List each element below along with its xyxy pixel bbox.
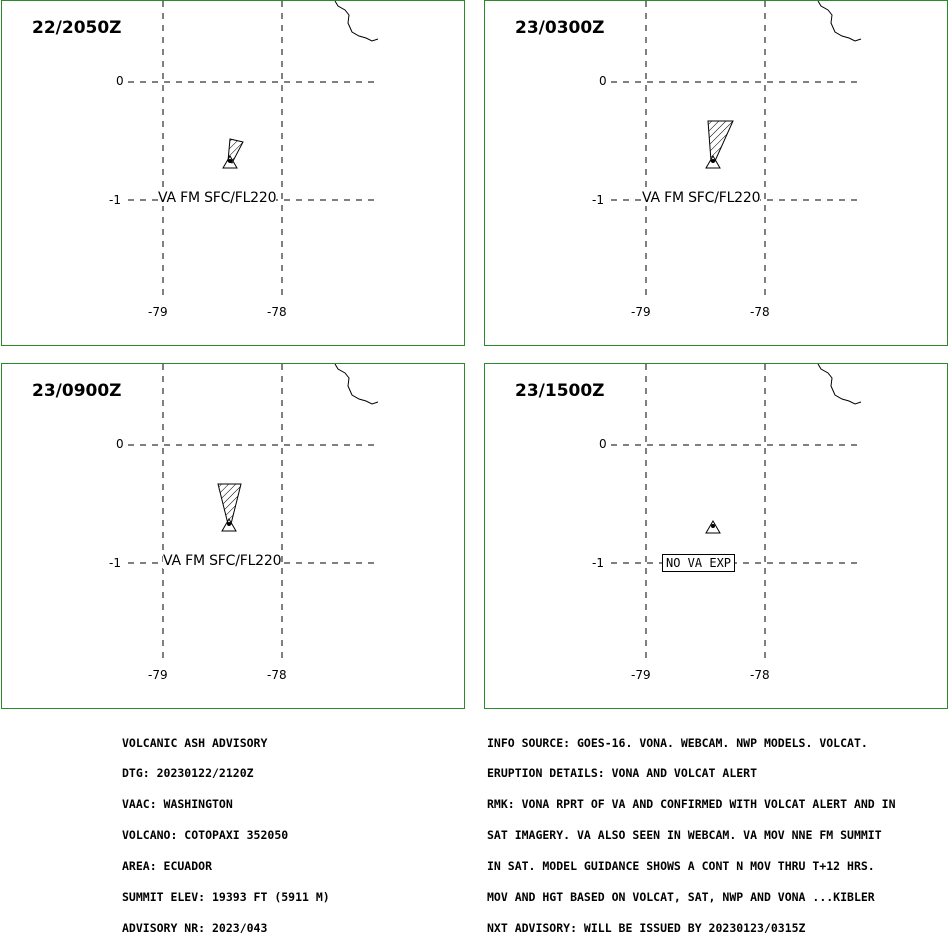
lon-label-79: -79 (148, 668, 168, 682)
advisory-line: VAAC: WASHINGTON (122, 797, 233, 812)
lat-label-1: -1 (109, 556, 121, 570)
remarks-line: ERUPTION DETAILS: VONA AND VOLCAT ALERT (487, 766, 758, 781)
map-graphics (2, 364, 465, 709)
remarks-line: RMK: VONA RPRT OF VA AND CONFIRMED WITH VOLCAT ALERT AND IN (487, 797, 896, 812)
advisory-line: SUMMIT ELEV: 19393 FT (5911 M) (122, 890, 330, 905)
lat-label-0: 0 (116, 74, 124, 88)
lat-label-0: 0 (116, 437, 124, 451)
forecast-panel-1 (1, 0, 465, 346)
remarks-line: INFO SOURCE: GOES-16. VONA. WEBCAM. NWP MODELS. VOLCAT. (487, 735, 868, 750)
remarks-line: IN SAT. MODEL GUIDANCE SHOWS A CONT N MOV THRU T+12 HRS. (487, 859, 875, 874)
map-graphics (485, 1, 948, 346)
lon-label-79: -79 (631, 305, 651, 319)
ash-label: VA FM SFC/FL220 (163, 553, 282, 569)
remarks-line: NXT ADVISORY: WILL BE ISSUED BY 20230123/0315Z (487, 920, 806, 935)
lon-label-78: -78 (267, 305, 287, 319)
coastline (335, 364, 378, 404)
remarks-line: MOV AND HGT BASED ON VOLCAT, SAT, NWP AND VONA ...KIBLER (487, 890, 875, 905)
lat-label-1: -1 (592, 556, 604, 570)
advisory-line: VOLCANIC ASH ADVISORY (122, 735, 268, 750)
forecast-time: 23/1500Z (515, 381, 605, 401)
advisory-remarks-text (487, 717, 896, 944)
lon-label-78: -78 (267, 668, 287, 682)
advisory-line: DTG: 20230122/2120Z (122, 766, 254, 781)
ash-label: VA FM SFC/FL220 (642, 190, 761, 206)
lon-label-79: -79 (148, 305, 168, 319)
advisory-line: VOLCANO: COTOPAXI 352050 (122, 828, 289, 843)
map-graphics (2, 1, 465, 346)
lat-label-0: 0 (599, 74, 607, 88)
coastline (818, 364, 861, 404)
ash-label: VA FM SFC/FL220 (158, 190, 277, 206)
forecast-panel-3 (1, 363, 465, 709)
forecast-time: 22/2050Z (32, 18, 122, 38)
coastline (818, 1, 861, 41)
forecast-time: 23/0300Z (515, 18, 605, 38)
map-graphics (485, 364, 948, 709)
forecast-panel-2 (484, 0, 948, 346)
no-ash-label: NO VA EXP (662, 554, 735, 572)
ash-area (218, 484, 241, 524)
advisory-line: AREA: ECUADOR (122, 859, 213, 874)
forecast-time: 23/0900Z (32, 381, 122, 401)
coastline (335, 1, 378, 41)
lon-label-78: -78 (750, 668, 770, 682)
remarks-line: SAT IMAGERY. VA ALSO SEEN IN WEBCAM. VA MOV NNE FM SUMMIT (487, 828, 882, 843)
volcano-icon (706, 521, 720, 533)
forecast-panel-4 (484, 363, 948, 709)
lon-label-78: -78 (750, 305, 770, 319)
lat-label-1: -1 (109, 193, 121, 207)
advisory-header-text (122, 717, 330, 944)
lat-label-1: -1 (592, 193, 604, 207)
ash-area (708, 121, 733, 161)
lat-label-0: 0 (599, 437, 607, 451)
advisory-line: ADVISORY NR: 2023/043 (122, 920, 268, 935)
lon-label-79: -79 (631, 668, 651, 682)
